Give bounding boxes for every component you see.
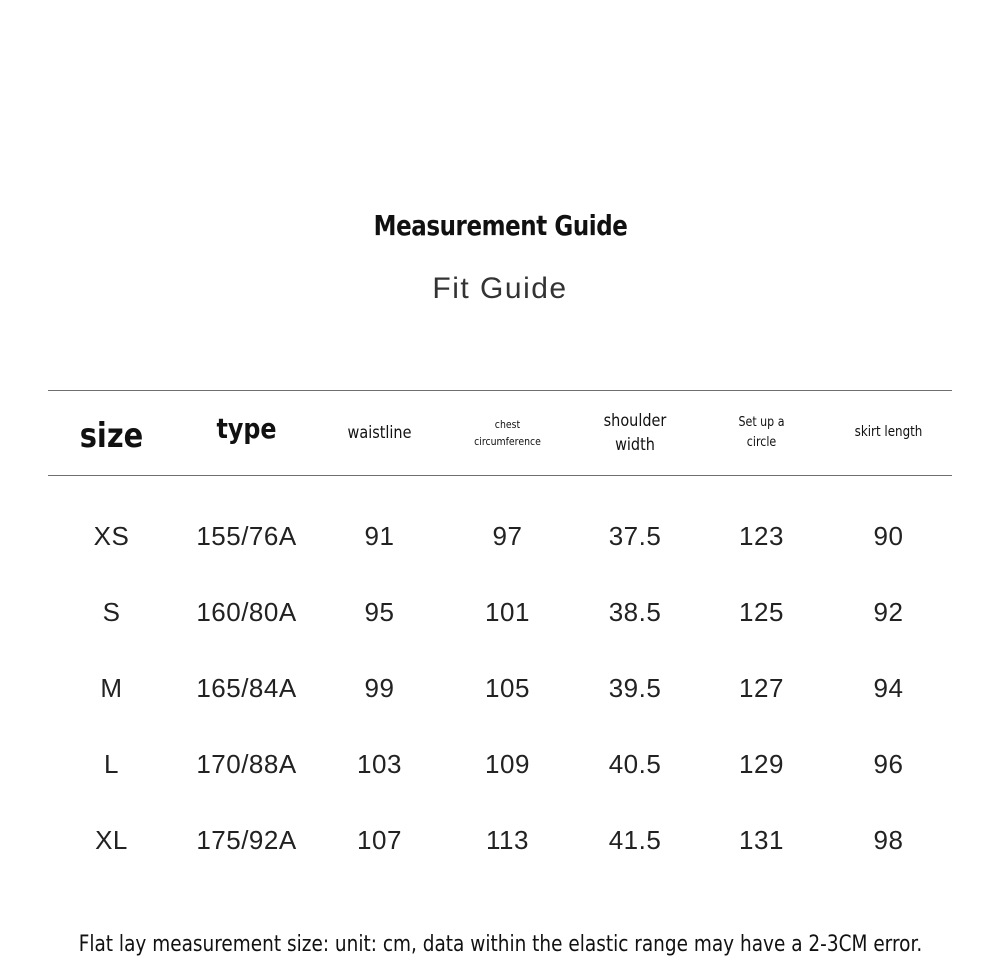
- cell-size: XL: [95, 824, 128, 855]
- table-row: [48, 574, 952, 650]
- cell-chest: 113: [486, 824, 529, 855]
- cell-skirt-length: 94: [873, 672, 904, 703]
- cell-type: 175/92A: [196, 824, 297, 855]
- cell-waistline: 103: [357, 748, 402, 779]
- cell-shoulder: 38.5: [608, 596, 662, 627]
- header-size: size: [79, 416, 144, 456]
- cell-size: M: [100, 672, 123, 703]
- cell-type: 170/88A: [196, 748, 297, 779]
- cell-waistline: 107: [357, 824, 402, 855]
- cell-skirt-length: 98: [873, 824, 904, 855]
- cell-waistline: 95: [364, 596, 395, 627]
- cell-skirt-length: 92: [873, 596, 904, 627]
- cell-circle: 129: [739, 748, 784, 779]
- cell-circle: 131: [739, 824, 784, 855]
- table-row: [48, 802, 952, 878]
- header-shoulder-line2: width: [615, 435, 655, 455]
- table-body: [48, 498, 952, 878]
- cell-shoulder: 37.5: [608, 520, 662, 551]
- cell-shoulder: 39.5: [608, 672, 662, 703]
- cell-type: 165/84A: [196, 672, 297, 703]
- header-chest-line1: chest: [494, 418, 521, 431]
- cell-size: L: [104, 748, 119, 779]
- cell-waistline: 99: [364, 672, 395, 703]
- table-row: [48, 650, 952, 726]
- header-skirt-length: skirt length: [854, 424, 923, 440]
- cell-type: 160/80A: [196, 596, 297, 627]
- header-circle-line2: circle: [746, 435, 777, 450]
- header-shoulder-line1: shoulder: [603, 411, 667, 431]
- cell-chest: 97: [492, 520, 523, 551]
- measurement-note: Flat lay measurement size: unit: cm, data within the elastic range may have a 2-3CM error.: [78, 932, 923, 957]
- cell-chest: 109: [485, 748, 530, 779]
- table-row: [48, 726, 952, 802]
- cell-shoulder: 40.5: [608, 748, 662, 779]
- cell-circle: 123: [739, 520, 784, 551]
- cell-waistline: 91: [364, 520, 395, 551]
- cell-size: XS: [93, 520, 130, 551]
- header-shoulder-width: [583, 391, 687, 475]
- cell-type: 155/76A: [196, 520, 297, 551]
- header-chest-circumference: [451, 391, 564, 475]
- cell-circle: 125: [739, 596, 784, 627]
- header-set-up-a-circle: [706, 391, 817, 475]
- cell-skirt-length: 96: [873, 748, 904, 779]
- cell-chest: 101: [485, 596, 530, 627]
- page-subtitle: Fit Guide: [432, 272, 568, 305]
- cell-skirt-length: 90: [873, 520, 904, 551]
- header-chest-line2: circumference: [474, 435, 541, 448]
- cell-size: S: [102, 596, 121, 627]
- cell-chest: 105: [485, 672, 530, 703]
- header-waistline: waistline: [347, 423, 412, 443]
- cell-shoulder: 41.5: [608, 824, 662, 855]
- table-header-row: [48, 391, 952, 475]
- table-header-divider: [48, 475, 952, 476]
- header-type: type: [216, 411, 277, 445]
- table-row: [48, 498, 952, 574]
- cell-circle: 127: [739, 672, 784, 703]
- page-title: Measurement Guide: [373, 209, 628, 242]
- header-circle-line1: Set up a: [738, 415, 785, 430]
